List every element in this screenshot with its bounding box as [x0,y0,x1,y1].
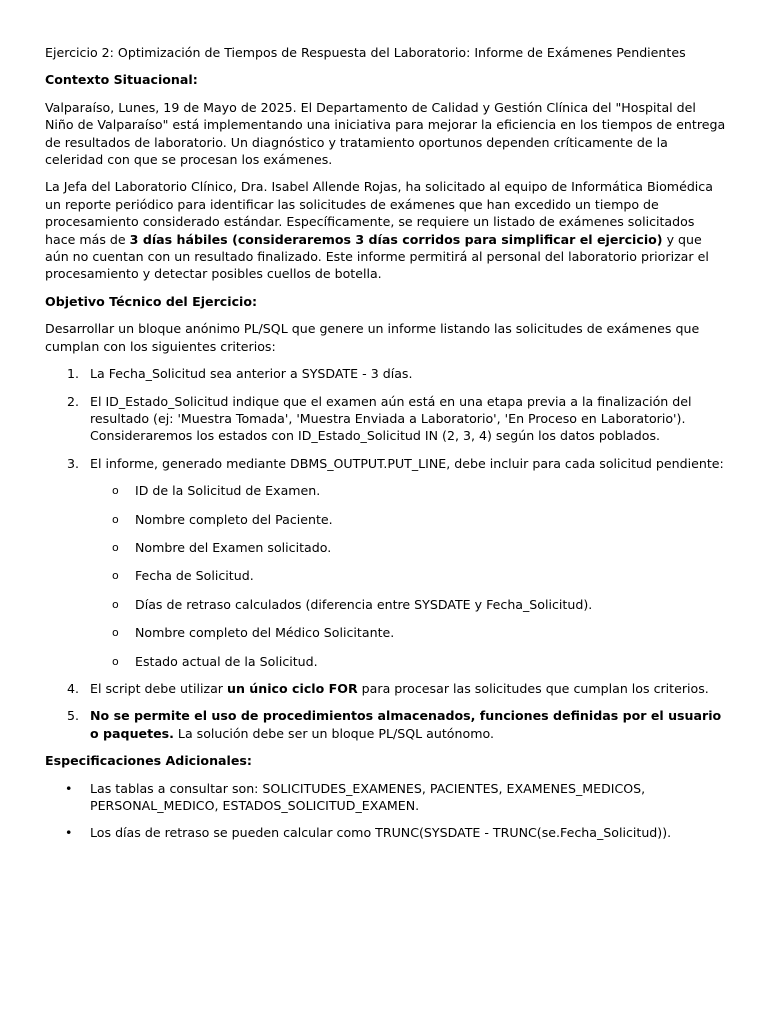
list-item-text: Fecha de Solicitud. [135,568,254,584]
list-marker: o [112,569,119,583]
additional-specs-list [45,780,728,842]
list-item-text: ID de la Solicitud de Examen. [135,483,321,499]
objective-heading: Objetivo Técnico del Ejercicio: [45,293,258,309]
list-item-text: Las tablas a consultar son: SOLICITUDES_EXAMENES, PACIENTES, EXAMENES_MEDICOS, PERSONAL_MEDICO, ESTADOS_SOLICITUD_EXAMEN. [90,780,646,813]
criteria-text-end: La solución debe ser un bloque PL/SQL autónomo. [173,725,494,741]
list-marker: o [112,597,119,611]
context-paragraph-2-start: La Jefa del Laboratorio Clínico, Dra. Isabel Allende Rojas, ha solicitado al equipo de Informática Biomédica un reporte periódico para identificar las solicitudes de exámenes que han excedido un tiempo de procesamiento considerado estándar. Específicamente, se requiere un listado de exámenes solicitados hace más de [45,179,713,247]
list-item [90,567,728,584]
list-item [90,624,728,641]
list-item-text: Los días de retraso se pueden calcular como TRUNC(SYSDATE - TRUNC(se.Fecha_Solicitud)). [90,825,672,841]
bullet-marker: • [65,825,73,841]
criteria-item-2 [45,393,728,445]
criteria-text-bold: un único ciclo FOR [226,680,358,696]
list-item [90,596,728,613]
context-paragraph-1: Valparaíso, Lunes, 19 de Mayo de 2025. El Departamento de Calidad y Gestión Clínica del "Hospital del Niño de Valparaíso" está implementando una iniciativa para mejorar la eficiencia en los tiempos de entrega de resultados de laboratorio. Un diagnóstico y tratamiento oportunos dependen críticamente de la celeridad con que se procesan los exámenes. [45,99,726,168]
list-item [90,511,728,528]
list-item [90,539,728,556]
criteria-text: El ID_Estado_Solicitud indique que el examen aún está en una etapa previa a la finalización del resultado (ej: 'Muestra Tomada', 'Muestra Enviada a Laboratorio', 'En Proceso en Laboratorio'). Consideraremos los estados con ID_Estado_Solicitud IN (2, 3, 4) según los datos poblados. [90,393,692,444]
list-number: 3. [67,455,80,471]
criteria-item-4 [45,680,728,697]
document-title: Ejercicio 2: Optimización de Tiempos de Respuesta del Laboratorio: Informe de Exámenes Pendientes [45,45,686,60]
list-item-text: Nombre completo del Paciente. [135,511,333,527]
list-item [90,653,728,670]
list-marker: o [112,540,119,554]
list-number: 1. [67,366,80,382]
list-item [90,482,728,499]
criteria-item-5 [45,707,728,742]
criteria-list [45,365,728,742]
list-marker: o [112,512,119,526]
context-paragraph-2-bold: 3 días hábiles (consideraremos 3 días corridos para simplificar el ejercicio) [129,231,663,247]
list-number: 4. [67,680,80,696]
context-heading: Contexto Situacional: [45,72,198,88]
criteria-text-end: para procesar las solicitudes que cumplan los criterios. [357,680,709,696]
additional-heading: Especificaciones Adicionales: [45,753,252,769]
list-number: 2. [67,393,80,409]
list-item [45,780,728,815]
criteria-text: El informe, generado mediante DBMS_OUTPUT.PUT_LINE, debe incluir para cada solicitud pendiente: [90,455,724,471]
criteria-text-start: El script debe utilizar [90,680,227,696]
report-fields-list [90,482,728,670]
list-item-text: Nombre completo del Médico Solicitante. [135,625,395,641]
list-marker: o [112,654,119,668]
criteria-item-1 [45,365,728,382]
context-paragraph-2 [45,178,728,282]
list-item-text: Nombre del Examen solicitado. [135,539,332,555]
criteria-item-3 [45,455,728,670]
list-item-text: Días de retraso calculados (diferencia entre SYSDATE y Fecha_Solicitud). [135,596,593,612]
list-item-text: Estado actual de la Solicitud. [135,653,318,669]
criteria-text: La Fecha_Solicitud sea anterior a SYSDATE - 3 días. [90,366,413,382]
context-paragraph-2-end: y que aún no cuentan con un resultado finalizado. Este informe permitirá al personal del laboratorio priorizar el procesamiento y detectar posibles cuellos de botella. [45,231,709,282]
criteria-text-bold: No se permite el uso de procedimientos almacenados, funciones definidas por el usuario o paquetes. [90,708,722,741]
list-marker: o [112,626,119,640]
list-number: 5. [67,708,80,724]
bullet-marker: • [65,780,73,796]
objective-intro: Desarrollar un bloque anónimo PL/SQL que genere un informe listando las solicitudes de exámenes que cumplan con los siguientes criterios: [45,321,700,354]
list-item [45,824,728,841]
list-marker: o [112,484,119,498]
